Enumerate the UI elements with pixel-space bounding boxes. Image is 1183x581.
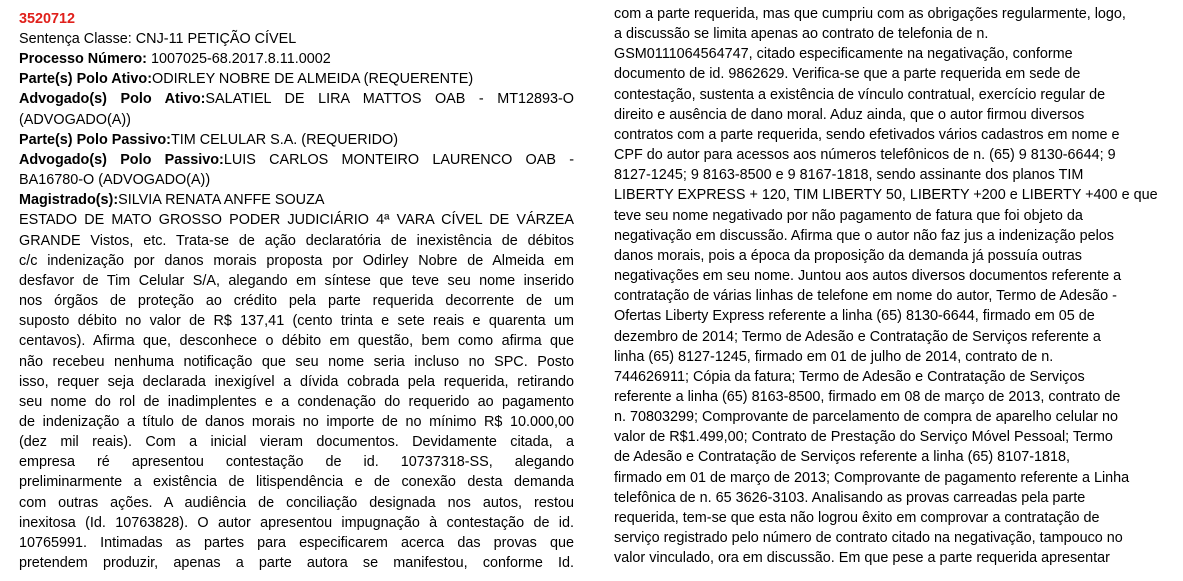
passive-party-label: Parte(s) Polo Passivo: (19, 131, 171, 148)
left-column (19, 0, 574, 577)
text-line: empresa ré apresentou contestação de id. 10737318-SS, alegando (19, 454, 574, 471)
text-line: pretendem produzir, apenas a parte autora se manifestou, conforme Id. (19, 555, 574, 572)
right-body-text (614, 4, 1169, 568)
right-column (614, 4, 1169, 581)
text-line: firmado em 01 de março de 2013; Comprovante de pagamento referente a Linha (614, 469, 1130, 486)
document-id: 3520712 (19, 11, 76, 27)
passive-party (19, 130, 574, 150)
passive-lawyer-label: Advogado(s) Polo Passivo: (19, 151, 224, 168)
active-party-value: ODIRLEY NOBRE DE ALMEIDA (REQUERENTE) (152, 71, 474, 88)
active-party-label: Parte(s) Polo Ativo: (19, 71, 152, 88)
text-line: nos órgãos de proteção ao crédito pela parte requerida decorrente de um (19, 293, 574, 310)
text-line: requerida, tem-se que esta não logrou êxito em comprovar a contratação de (614, 509, 1100, 526)
active-party (19, 69, 574, 89)
text-line: Ofertas Liberty Express referente a linha (65) 8130-6644, firmado em 05 de (614, 308, 1095, 325)
left-body-text (19, 210, 574, 573)
active-lawyer-cont: (ADVOGADO(A)) (19, 111, 131, 128)
process-value: 1007025-68.2017.8.11.0002 (146, 51, 331, 68)
text-line: contratos com a parte requerida, sendo efetivados vários cadastros em nome e (614, 126, 1120, 143)
text-line: n. 70803299; Comprovante de parcelamento de compra de aparelho celular no (614, 409, 1119, 426)
text-line: de Adesão e Contratação de Serviços referente a linha (65) 8107-1818, (614, 449, 1071, 466)
text-line: documento de id. 9862629. Verifica-se que a parte requerida em sede de (614, 66, 1081, 83)
text-line: preliminarmente a existência de litispendência e de conexão desta demanda (19, 474, 574, 491)
text-line: com a parte requerida, mas que cumpriu com as obrigações regularmente, logo, (614, 6, 1126, 22)
passive-lawyer-cont: BA16780-O (ADVOGADO(A)) (19, 172, 211, 189)
magistrate-label: Magistrado(s): (19, 192, 119, 209)
passive-lawyer (19, 150, 574, 170)
passive-lawyer-value: LUIS CARLOS MONTEIRO LAURENCO OAB - (223, 151, 574, 168)
text-line: GSM0111064564747, citado especificamente na negativação, conforme (614, 46, 1073, 63)
text-line: serviço registrado pelo número de contrato citado na negativação, tampouco no (614, 530, 1123, 547)
text-line: LIBERTY EXPRESS + 120, TIM LIBERTY 50, LIBERTY +200 e LIBERTY +400 e que (614, 187, 1158, 204)
text-line: desfavor de Tim Celular S/A, alegando em síntese que teve seu nome inserido (19, 272, 574, 289)
text-line: GRANDE Vistos, etc. Trata-se de ação declaratória de inexistência de débitos (19, 232, 574, 249)
passive-party-value: TIM CELULAR S.A. (REQUERIDO) (170, 131, 399, 148)
magistrate (19, 190, 574, 210)
text-line: negativação em discussão. Afirma que o autor não faz jus a indenização pelos (614, 227, 1114, 244)
text-line: CPF do autor para acessos aos números telefônicos de n. (65) 9 8130-6644; 9 (614, 147, 1116, 164)
text-line: 8127-1245; 9 8163-8500 e 9 8167-1818, sendo assinante dos planos TIM (614, 167, 1084, 184)
text-line: direito e ausência de dano moral. Aduz ainda, que o autor firmou diversos (614, 106, 1085, 123)
text-line: seu nome do rol de inadimplentes e a condenação do requerido ao pagamento (19, 393, 574, 410)
text-line: não recebeu nenhuma notificação que seu nome seria incluso no SPC. Posto (19, 353, 574, 370)
text-line: valor vinculado, ora em discussão. Em que pese a parte requerida apresentar (614, 550, 1110, 567)
text-line: contratação de várias linhas de telefone em nome do autor, Termo de Adesão - (614, 288, 1117, 305)
text-line: isso, requer seja declarada inexigível a dívida cobrada pela requerida, retirando (19, 373, 574, 390)
text-line: c/c indenização por danos morais proposta por Odirley Nobre de Almeida em (19, 252, 574, 269)
text-line: suposto débito no valor de R$ 137,41 (cento trinta e sete reais e quarenta um (19, 313, 574, 330)
text-line: de indenização a título de danos morais no importe de no mínimo R$ 10.000,00 (19, 413, 574, 430)
text-line: dezembro de 2014; Termo de Adesão e Contratação de Serviços referente a (614, 328, 1101, 345)
magistrate-value: SILVIA RENATA ANFFE SOUZA (118, 192, 325, 209)
active-lawyer (19, 89, 574, 109)
text-line: ESTADO DE MATO GROSSO PODER JUDICIÁRIO 4ª VARA CÍVEL DE VÁRZEA (19, 212, 574, 229)
text-line: valor de R$1.499,00; Contrato de Prestação do Serviço Móvel Pessoal; Termo (614, 429, 1113, 446)
text-line: teve seu nome negativado por não pagamento de fatura que foi objeto da (614, 207, 1083, 224)
text-line: centavos). Afirma que, desconhece o débito em questão, bem como afirma que (19, 333, 574, 350)
process-label: Processo Número: (19, 51, 147, 68)
text-line: inexitosa (Id. 10763828). O autor apresentou impugnação à contestação de id. (19, 514, 574, 531)
text-line: contestação, sustenta a existência de vínculo contratual, exercício regular de (614, 86, 1106, 103)
text-line: danos morais, pois a época da proposição da demanda já possuía outras (614, 247, 1082, 264)
text-line: 10765991. Intimadas as partes para especificarem acerca das provas que (19, 534, 574, 551)
text-line: com outras ações. A audiência de conciliação designada nos autos, restou (19, 494, 574, 511)
sentence-class: Sentença Classe: CNJ-11 PETIÇÃO CÍVEL (19, 31, 297, 47)
process-number (19, 49, 574, 69)
text-line: (dez mil reais). Com a inicial vieram documentos. Devidamente citada, a (19, 434, 574, 451)
text-line: 744626911; Cópia da fatura; Termo de Adesão e Contratação de Serviços (614, 368, 1085, 385)
active-lawyer-label: Advogado(s) Polo Ativo: (19, 91, 206, 108)
text-line: negativações em seu nome. Juntou aos autos diversos documentos referente a (614, 268, 1122, 285)
text-line: linha (65) 8127-1245, firmado em 01 de julho de 2014, contrato de n. (614, 348, 1054, 365)
text-line: a discussão se limita apenas ao contrato de telefonia de n. (614, 26, 989, 43)
text-line: telefônica de n. 65 3626-3103. Analisando as provas carreadas pela parte (614, 489, 1086, 506)
active-lawyer-value: SALATIEL DE LIRA MATTOS OAB - MT12893-O (205, 91, 574, 108)
text-line: referente a linha (65) 8163-8500, firmado em 08 de março de 2013, contrato de (614, 388, 1121, 405)
